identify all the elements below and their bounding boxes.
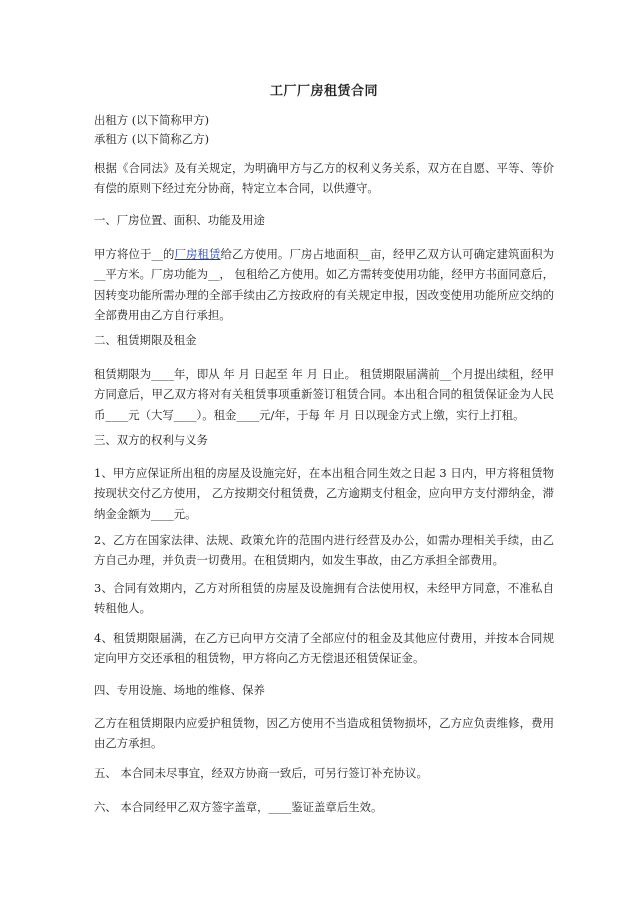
section-3-item-4: 4、租赁期限届满，在乙方已向甲方交清了全部应付的租金及其他应付费用，并按本合同规定向甲方交还承租的租赁物，甲方将向乙方无偿退还租赁保证金。: [94, 631, 554, 666]
section-6-line: 六、 本合同经甲乙双方签字盖章，____鉴证盖章后生效。: [94, 800, 383, 814]
section-2-paragraph: 租赁期限为____年，即从 年 月 日起至 年 月 日止。 租赁期限届满前__个月提出续租，经甲方同意后，甲乙双方将对有关租赁事项重新签订租赁合同。本出租合同的租赁保证金为人民币____元（大写____）。租金____元/年，于每 年 月 日以现金方式上缴，实行上打租。: [94, 367, 554, 422]
section-3-item-3: 3、合同有效期内，乙方对所租赁的房屋及设施拥有合法使用权，未经甲方同意，不准私自转租他人。: [94, 581, 554, 616]
section-1-text-start: 甲方将位于__的: [94, 247, 175, 261]
section-1-heading: 一、厂房位置、面积、功能及用途: [94, 213, 265, 227]
document-title: 工厂厂房租赁合同: [269, 84, 378, 99]
section-3-item-1: 1、甲方应保证所出租的房屋及设施完好，在本出租合同生效之日起 3 日内，甲方将租赁物按现状交付乙方使用， 乙方按期交付租赁费，乙方逾期支付租金，应向甲方支付滞纳金，滞纳金金额为____元。: [94, 466, 554, 521]
factory-lease-link[interactable]: 厂房租赁: [174, 247, 221, 261]
section-5-line: 五、 本合同未尽事宜，经双方协商一致后，可另行签订补充协议。: [94, 766, 428, 780]
section-3-heading: 三、双方的权利与义务: [94, 433, 208, 447]
preamble-paragraph: 根据《合同法》及有关规定，为明确甲方与乙方的权利义务关系，双方在自愿、平等、等价有偿的原则下经过充分协商，特定立本合同，以供遵守。: [94, 161, 554, 196]
lessor-line: 出租方 (以下简称甲方): [94, 113, 210, 127]
lessee-line: 承租方 (以下简称乙方): [94, 132, 210, 146]
section-4-paragraph: 乙方在租赁期限内应爱护租赁物，因乙方使用不当造成租赁物损坏，乙方应负责维修，费用由乙方承担。: [94, 716, 554, 751]
section-4-heading: 四、专用设施、场地的维修、保养: [94, 683, 265, 697]
section-2-heading: 二、租赁期限及租金: [94, 333, 197, 347]
section-1-paragraph: [94, 244, 554, 325]
section-1-text-rest: 给乙方使用。厂房占地面积__亩，经甲乙双方认可确定建筑面积为__平方米。厂房功能为__， 包租给乙方使用。如乙方需转变使用功能，经甲方书面同意后，因转变功能所需办理的全部手续由乙方按政府的有关规定申报，因改变使用功能所应交纳的全部费用由乙方自行承担。: [94, 247, 554, 322]
section-3-item-2: 2、乙方在国家法律、法规、政策允许的范围内进行经营及办公，如需办理相关手续，由乙方自己办理，并负责一切费用。在租赁期内，如发生事故，由乙方承担全部费用。: [94, 533, 554, 568]
